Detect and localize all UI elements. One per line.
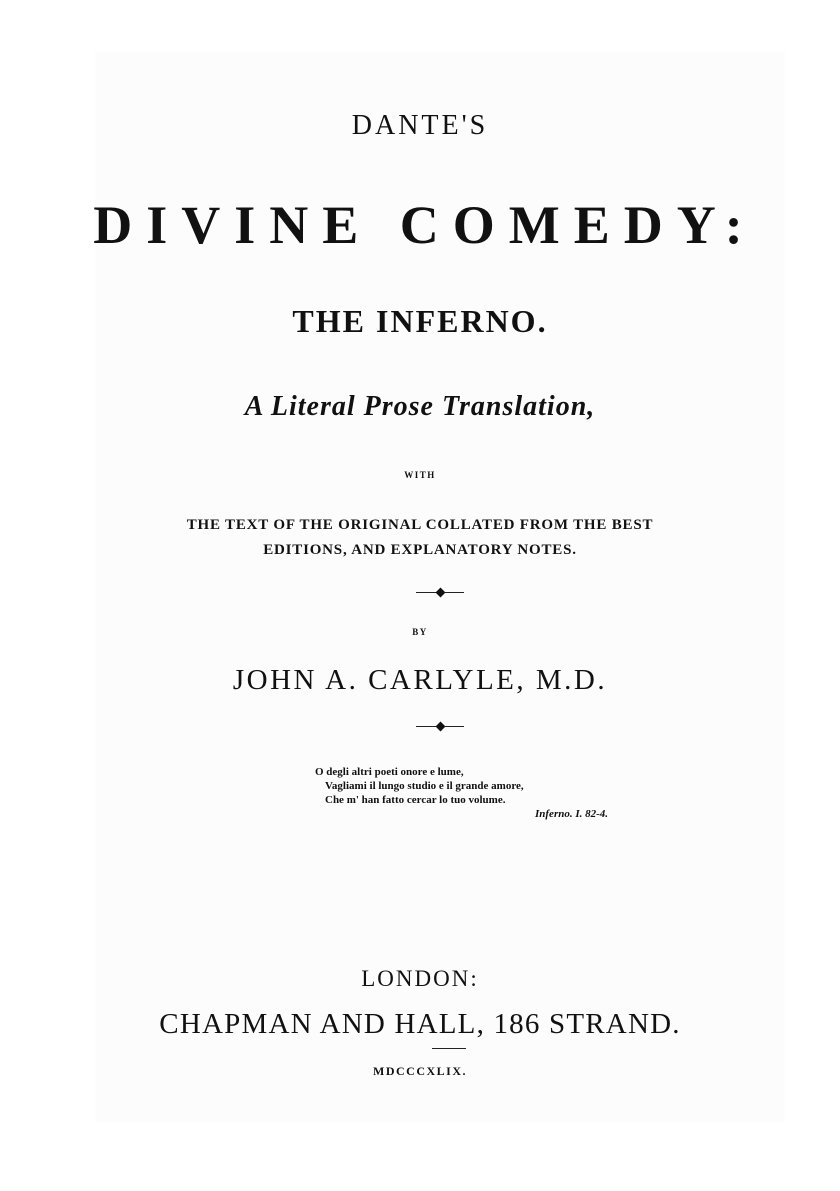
description-line-2: EDITIONS, AND EXPLANATORY NOTES. (263, 542, 577, 558)
epigraph-citation: Inferno. I. 82-4. (535, 808, 609, 820)
publisher: CHAPMAN AND HALL, 186 STRAND. (159, 1008, 681, 1040)
description (0, 513, 840, 563)
author-possessive: DANTE'S (351, 110, 489, 141)
description-line-1: THE TEXT OF THE ORIGINAL COLLATED FROM THE BEST (186, 517, 654, 533)
with-word: WITH (404, 470, 436, 480)
epigraph (315, 765, 608, 821)
ornament-divider (416, 720, 464, 734)
imprint-city: LONDON: (361, 966, 479, 991)
subtitle: THE INFERNO. (292, 303, 548, 339)
ornament-divider (416, 586, 464, 600)
date-divider (432, 1048, 466, 1049)
epigraph-line-2: Vagliami il lungo studio e il grande amore, (325, 780, 524, 792)
epigraph-line-3: Che m' han fatto cercar lo tuo volume. (325, 794, 506, 806)
main-title: DIVINE COMEDY: (93, 195, 757, 255)
by-word: BY (412, 627, 428, 637)
author-name: JOHN A. CARLYLE, M.D. (232, 664, 608, 696)
epigraph-line-1: O degli altri poeti onore e lume, (315, 766, 464, 778)
translation-line: A Literal Prose Translation, (244, 391, 596, 422)
publication-date: MDCCCXLIX. (373, 1064, 467, 1078)
